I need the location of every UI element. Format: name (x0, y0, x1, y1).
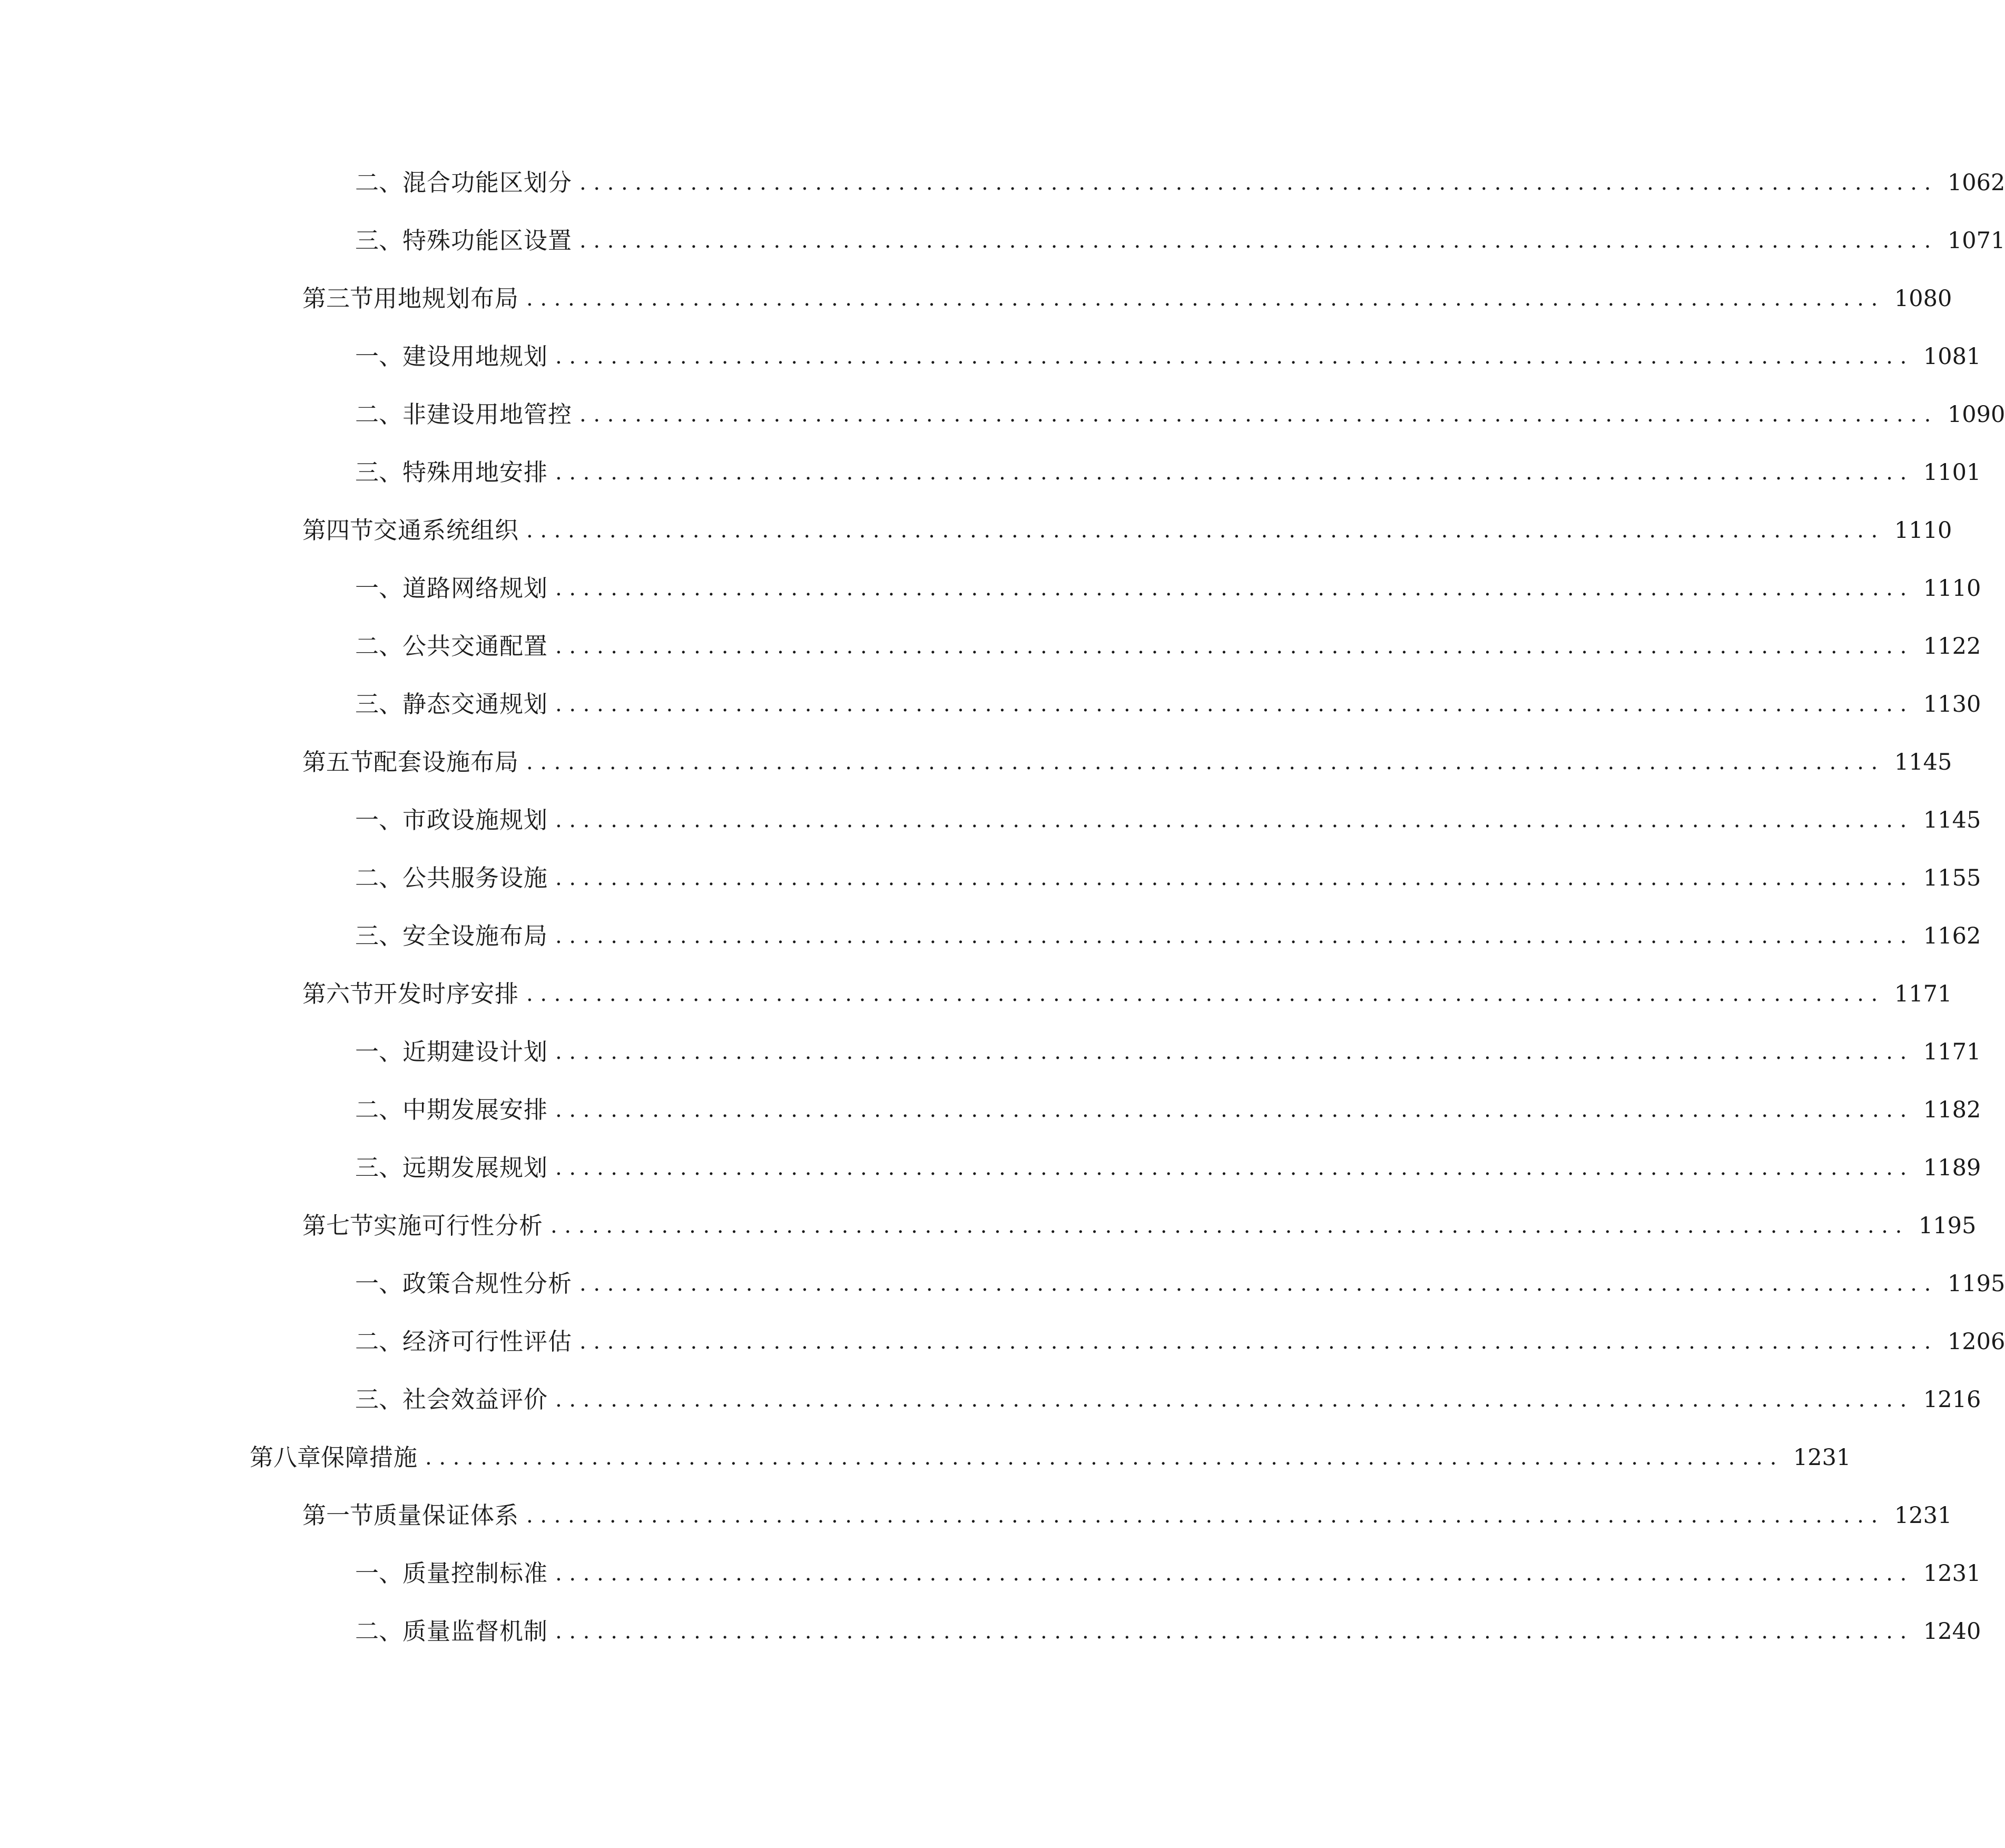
toc-entry[interactable] (355, 1383, 1981, 1417)
toc-leader-dots: .................................................................................................. (551, 1214, 1909, 1238)
toc-entry-number: 二、 (355, 1617, 403, 1645)
toc-leader-dots: .................................................................................................. (555, 1561, 1914, 1586)
toc-entry-number: 第八章 (250, 1443, 321, 1471)
toc-entry-page: 1062 (1947, 170, 2005, 196)
toc-entry[interactable] (355, 687, 1981, 721)
toc-entry[interactable] (355, 1093, 1981, 1127)
toc-entry-title: 远期发展规划 (402, 1154, 548, 1182)
toc-entry-page: 1231 (1793, 1444, 1851, 1471)
toc-entry[interactable] (355, 861, 1981, 895)
toc-entry[interactable] (355, 803, 1981, 837)
toc-entry[interactable] (355, 919, 1981, 953)
toc-entry-number: 一、 (355, 1038, 403, 1066)
toc-leader-dots: .................................................................................................. (555, 345, 1914, 369)
toc-entry[interactable] (355, 398, 2005, 431)
toc-entry-title: 经济可行性评估 (402, 1328, 573, 1355)
toc-entry-title: 政策合规性分析 (402, 1270, 573, 1297)
toc-entry-title: 社会效益评价 (402, 1385, 548, 1413)
toc-entry-title: 非建设用地管控 (402, 400, 573, 428)
toc-entry-number: 三、 (355, 458, 403, 486)
toc-entry-title: 静态交通规划 (402, 690, 548, 718)
toc-leader-dots: .................................................................................................. (555, 924, 1914, 948)
toc-leader-dots: .................................................................................................. (579, 1330, 1938, 1354)
toc-entry-page: 1206 (1947, 1329, 2005, 1355)
toc-leader-dots: .................................................................................................. (579, 171, 1938, 195)
toc-entry-number: 二、 (355, 632, 403, 660)
toc-entry[interactable] (355, 1035, 1981, 1069)
toc-entry-page: 1231 (1894, 1502, 1952, 1529)
toc-entry-number: 二、 (355, 1328, 403, 1355)
toc-entry-page: 1110 (1923, 575, 1981, 602)
toc-leader-dots: .................................................................................................. (555, 1388, 1914, 1412)
toc-entry[interactable] (302, 977, 1952, 1011)
toc-leader-dots: .................................................................................................. (555, 692, 1914, 716)
toc-entry-title: 建设用地规划 (402, 342, 548, 370)
toc-leader-dots: .................................................................................................. (555, 1156, 1914, 1180)
toc-entry-page: 1145 (1923, 807, 1981, 833)
toc-entry[interactable] (355, 224, 2005, 258)
toc-leader-dots: .................................................................................................. (555, 1619, 1914, 1644)
toc-leader-dots: .................................................................................................. (555, 576, 1914, 601)
toc-entry-page: 1155 (1923, 865, 1981, 891)
toc-entry-title: 公共交通配置 (402, 632, 548, 660)
toc-entry-title: 公共服务设施 (402, 864, 548, 892)
toc-entry-number: 第三节 (302, 284, 374, 312)
toc-entry[interactable] (355, 1267, 2005, 1301)
toc-entry[interactable] (355, 572, 1981, 605)
toc-entry-page: 1130 (1923, 691, 1981, 717)
toc-entry-number: 第七节 (302, 1212, 374, 1240)
toc-entry[interactable] (302, 1209, 1977, 1243)
toc-entry-page: 1195 (1918, 1213, 1977, 1239)
toc-entry-number: 一、 (355, 806, 403, 834)
toc-entry-title: 质量保证体系 (374, 1501, 519, 1529)
toc-entry[interactable] (355, 1325, 2005, 1359)
toc-entry-number: 二、 (355, 169, 403, 196)
toc-entry-page: 1216 (1923, 1387, 1981, 1413)
toc-entry-title: 实施可行性分析 (374, 1212, 544, 1240)
toc-entry-number: 第一节 (302, 1501, 374, 1529)
toc-entry-number: 一、 (355, 1559, 403, 1587)
toc-entry-number: 三、 (355, 227, 403, 254)
toc-entry-number: 一、 (355, 1270, 403, 1297)
toc-leader-dots: .................................................................................................. (526, 750, 1885, 774)
toc-entry-title: 交通系统组织 (374, 516, 519, 544)
toc-entry-number: 三、 (355, 690, 403, 718)
toc-leader-dots: .................................................................................................. (555, 460, 1914, 485)
toc-entry-number: 第五节 (302, 748, 374, 776)
toc-entry-title: 道路网络规划 (402, 574, 548, 602)
toc-entry-title: 市政设施规划 (402, 806, 548, 834)
toc-entry-title: 质量监督机制 (402, 1617, 548, 1645)
toc-entry-title: 安全设施布局 (402, 922, 548, 950)
toc-entry-page: 1080 (1894, 286, 1952, 312)
toc-entry[interactable] (355, 456, 1981, 489)
toc-entry-number: 二、 (355, 864, 403, 892)
toc-entry-title: 保障措施 (321, 1443, 418, 1471)
toc-leader-dots: .................................................................................................. (579, 229, 1938, 253)
toc-leader-dots: .................................................................................................. (555, 808, 1914, 832)
toc-leader-dots: .................................................................................................. (425, 1446, 1784, 1470)
toc-entry[interactable] (355, 1557, 1981, 1590)
toc-entry-title: 中期发展安排 (402, 1096, 548, 1124)
toc-entry-number: 二、 (355, 400, 403, 428)
toc-entry[interactable] (355, 630, 1981, 663)
toc-leader-dots: .................................................................................................. (555, 866, 1914, 890)
toc-entry-number: 一、 (355, 574, 403, 602)
toc-entry[interactable] (302, 745, 1952, 779)
toc-entry-number: 第六节 (302, 980, 374, 1008)
toc-entry-number: 第四节 (302, 516, 374, 544)
toc-entry-title: 用地规划布局 (374, 284, 519, 312)
toc-entry-page: 1081 (1923, 343, 1981, 370)
toc-entry[interactable] (302, 282, 1952, 316)
toc-entry-page: 1171 (1894, 981, 1952, 1007)
toc-entry[interactable] (250, 1441, 1851, 1475)
toc-leader-dots: .................................................................................................. (526, 287, 1885, 311)
toc-leader-dots: .................................................................................................. (526, 982, 1885, 1006)
toc-entry-page: 1195 (1947, 1271, 2005, 1297)
toc-entry-page: 1162 (1923, 923, 1981, 949)
toc-entry-page: 1071 (1947, 228, 2005, 254)
toc-leader-dots: .................................................................................................. (579, 402, 1938, 427)
toc-entry-title: 质量控制标准 (402, 1559, 548, 1587)
toc-entry-number: 三、 (355, 922, 403, 950)
toc-entry-page: 1240 (1923, 1618, 1981, 1645)
toc-leader-dots: .................................................................................................. (579, 1272, 1938, 1296)
toc-entry-number: 三、 (355, 1154, 403, 1182)
toc-entry-page: 1145 (1894, 749, 1952, 775)
toc-entry-page: 1090 (1947, 401, 2005, 428)
toc-entry-number: 二、 (355, 1096, 403, 1124)
toc-entry-page: 1231 (1923, 1560, 1981, 1587)
toc-entry-number: 三、 (355, 1385, 403, 1413)
toc-entry-title: 开发时序安排 (374, 980, 519, 1008)
toc-entry[interactable] (302, 514, 1952, 547)
toc-entry-page: 1171 (1923, 1039, 1981, 1065)
toc-entry-page: 1110 (1894, 517, 1952, 544)
toc-entry-title: 特殊用地安排 (402, 458, 548, 486)
toc-entry-title: 混合功能区划分 (402, 169, 573, 196)
toc-leader-dots: .................................................................................................. (555, 634, 1914, 658)
toc-entry[interactable] (302, 1499, 1952, 1532)
toc-leader-dots: .................................................................................................. (555, 1098, 1914, 1122)
toc-entry-page: 1101 (1923, 459, 1981, 486)
toc-leader-dots: .................................................................................................. (526, 1503, 1885, 1528)
toc-entry-page: 1182 (1923, 1097, 1981, 1123)
toc-entry[interactable] (355, 340, 1981, 373)
toc-entry-title: 配套设施布局 (374, 748, 519, 776)
toc-entry-title: 特殊功能区设置 (402, 227, 573, 254)
toc-leader-dots: .................................................................................................. (555, 1040, 1914, 1064)
toc-entry[interactable] (355, 166, 2005, 200)
toc-entry[interactable] (355, 1151, 1981, 1185)
toc-entry-number: 一、 (355, 342, 403, 370)
toc-entry-page: 1189 (1923, 1155, 1981, 1181)
toc-entry-page: 1122 (1923, 633, 1981, 660)
toc-leader-dots: .................................................................................................. (526, 518, 1885, 543)
toc-entry[interactable] (355, 1615, 1981, 1648)
toc-entry-title: 近期建设计划 (402, 1038, 548, 1066)
